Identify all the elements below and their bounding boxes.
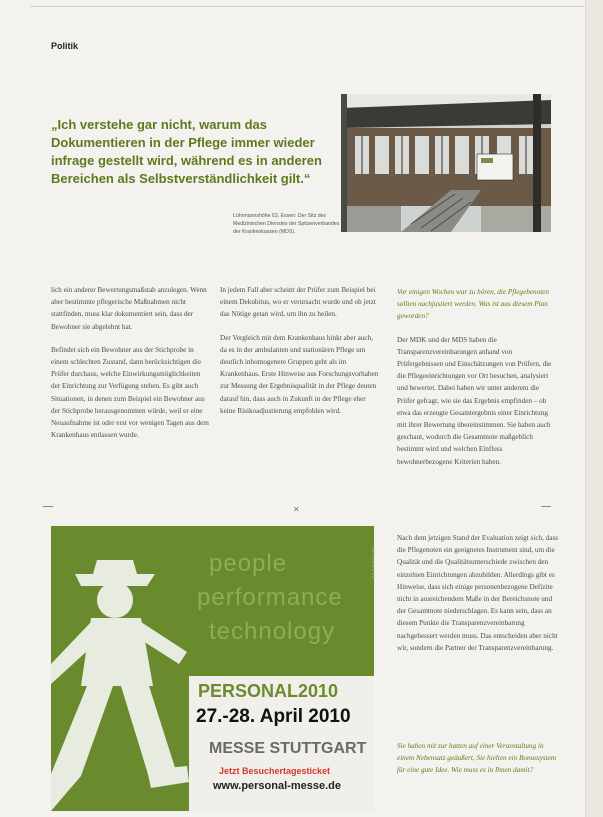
crop-mark-cross: ✕ <box>293 505 300 514</box>
crop-mark <box>43 506 53 507</box>
ad-event-title: PERSONAL2010 <box>198 681 339 701</box>
paragraph: In jedem Fall aber scheint der Prüfer zum Beispiel bei einem Dekubitus, wo er verursacht wurde und ob jetzt das Nötige getan wird, um ihn zu heilen. <box>220 286 376 319</box>
column-3 <box>397 286 557 479</box>
building-photo <box>341 94 551 232</box>
paragraph: lich ein anderer Bewertungsmaßstab anzulegen. Wenn aber bestimmte pflegerische Maßnahmen nicht stattfinden, muss klar dokumentiert sein, dass der Bewohner sie abgelehnt hat. <box>51 286 207 331</box>
photo-caption: Lührmannshöhe 63, Essen: Der Sitz des Medizinischen Dienstes der Spitzenverbandes der Krankenkassen (MDS). <box>233 213 340 235</box>
ad-headline-1: people <box>209 550 288 577</box>
column-1 <box>51 284 211 452</box>
ad-headline-2: performance <box>197 584 343 611</box>
page-edge <box>585 0 603 817</box>
ad-venue: MESSE STUTTGART <box>209 740 367 757</box>
ad-event-date: 27.-28. April 2010 <box>196 706 351 727</box>
ad-headline-3: technology <box>209 618 336 645</box>
pull-quote: „Ich verstehe gar nicht, warum das Dokumentieren in der Pflege immer wieder infrage gestellt wird, während es in anderen Bereichen als Selbstverständlichkeit gilt.“ <box>51 117 322 186</box>
section-label: Politik <box>51 41 79 51</box>
paragraph: Befindet sich ein Bewohner aus der Stichprobe in einem schlechten Zustand, dann berücksichtigen die Prüfer durchaus, welche Einwirkungsmöglichkeiten der Einrichtung zur Verfügung stehen. Es gibt auch Situationen, in denen zum Beispiel ein Bewohner aus der Stichprobe herausgenommen würde, weil er eine Neuaufnahme ist oder erst vor wenigen Tagen aus dem Krankenhaus entlassen wurde. <box>51 345 209 440</box>
top-rule <box>30 6 586 7</box>
paragraph: Der Vergleich mit dem Krankenhaus hinkt aber auch, da es in der ambulanten und stationären Pflege um deutlich inhomogenere Gruppen geht als im Krankenhaus. Erste Hinweise aus Forschungsvorhaben zur Messung der Ergebnisqualität in der Pflege deuten darauf hin, dass auch in Zukunft in der Pflege eher keine Risikoadjustierung empfohlen wird. <box>220 333 379 415</box>
interview-question: Sie haben mit zur hatten auf einer Veranstaltung in einem Nebensatz geäußert, Sie hielten ein Bonussystem für eine gute Idee. Wie muss es in Ihnen damit? <box>397 742 557 775</box>
ad-url-link[interactable]: www.personal-messe.de <box>213 780 341 792</box>
column-3-continued <box>397 532 559 665</box>
interview-question: Vor einigen Wochen war zu hören, die Pflegebenoten sollten nachjustiert werden. Was ist aus diesem Plan geworden? <box>397 288 549 321</box>
interview-answer: Nach dem jetzigen Stand der Evaluation zeigt sich, dass die Pflegenoten ein geeignetes Instrument sind, um die Qualität und die Qualitätsunterschiede zwischen den einzelnen Einrichtungen abzubilden. Allerdings gibt es Hinweise, dass sich einige personenbezogene Defizite nicht in ausreichendem Maße in der Bereichsnote und der Gesamtnote niederschlagen. Es kann sein, dass an diesem Punkte die Transparenzvereinbarung nachgebessert werden muss. Das entscheiden aber nicht wir, sondern die Partner der Transparenzvereinbarung. <box>397 534 559 652</box>
advertisement[interactable] <box>51 526 374 811</box>
column-3-end <box>397 740 559 788</box>
interview-answer: Der MDK und der MDS haben die Transparenzvereinbarungen anhand von Prüfergebnissen und Einschätzungen von Prüfern, die die Pflegeeinrichtungen vor Ort besuchen, analysiert und bewertet. Dabei haben wir unter anderem die Prüfer gefragt, wie sie das Ergebnis empfinden – ob etwa das erzeugte Gesamtergebnis einer Einrichtung mit ihrer Bewertung übereinstimmen. Sie haben auch geschaut, wodurch die Gesamtnote maßgeblich bestimmt wird und welchen Einfluss bewohnerbezogene Kriterien haben. <box>397 335 552 466</box>
crop-mark <box>541 506 551 507</box>
ad-vertical-text: FACHMESSE <box>371 546 376 580</box>
ad-call-to-action: Jetzt Besuchertagesticket <box>219 766 331 776</box>
column-2 <box>220 284 380 428</box>
